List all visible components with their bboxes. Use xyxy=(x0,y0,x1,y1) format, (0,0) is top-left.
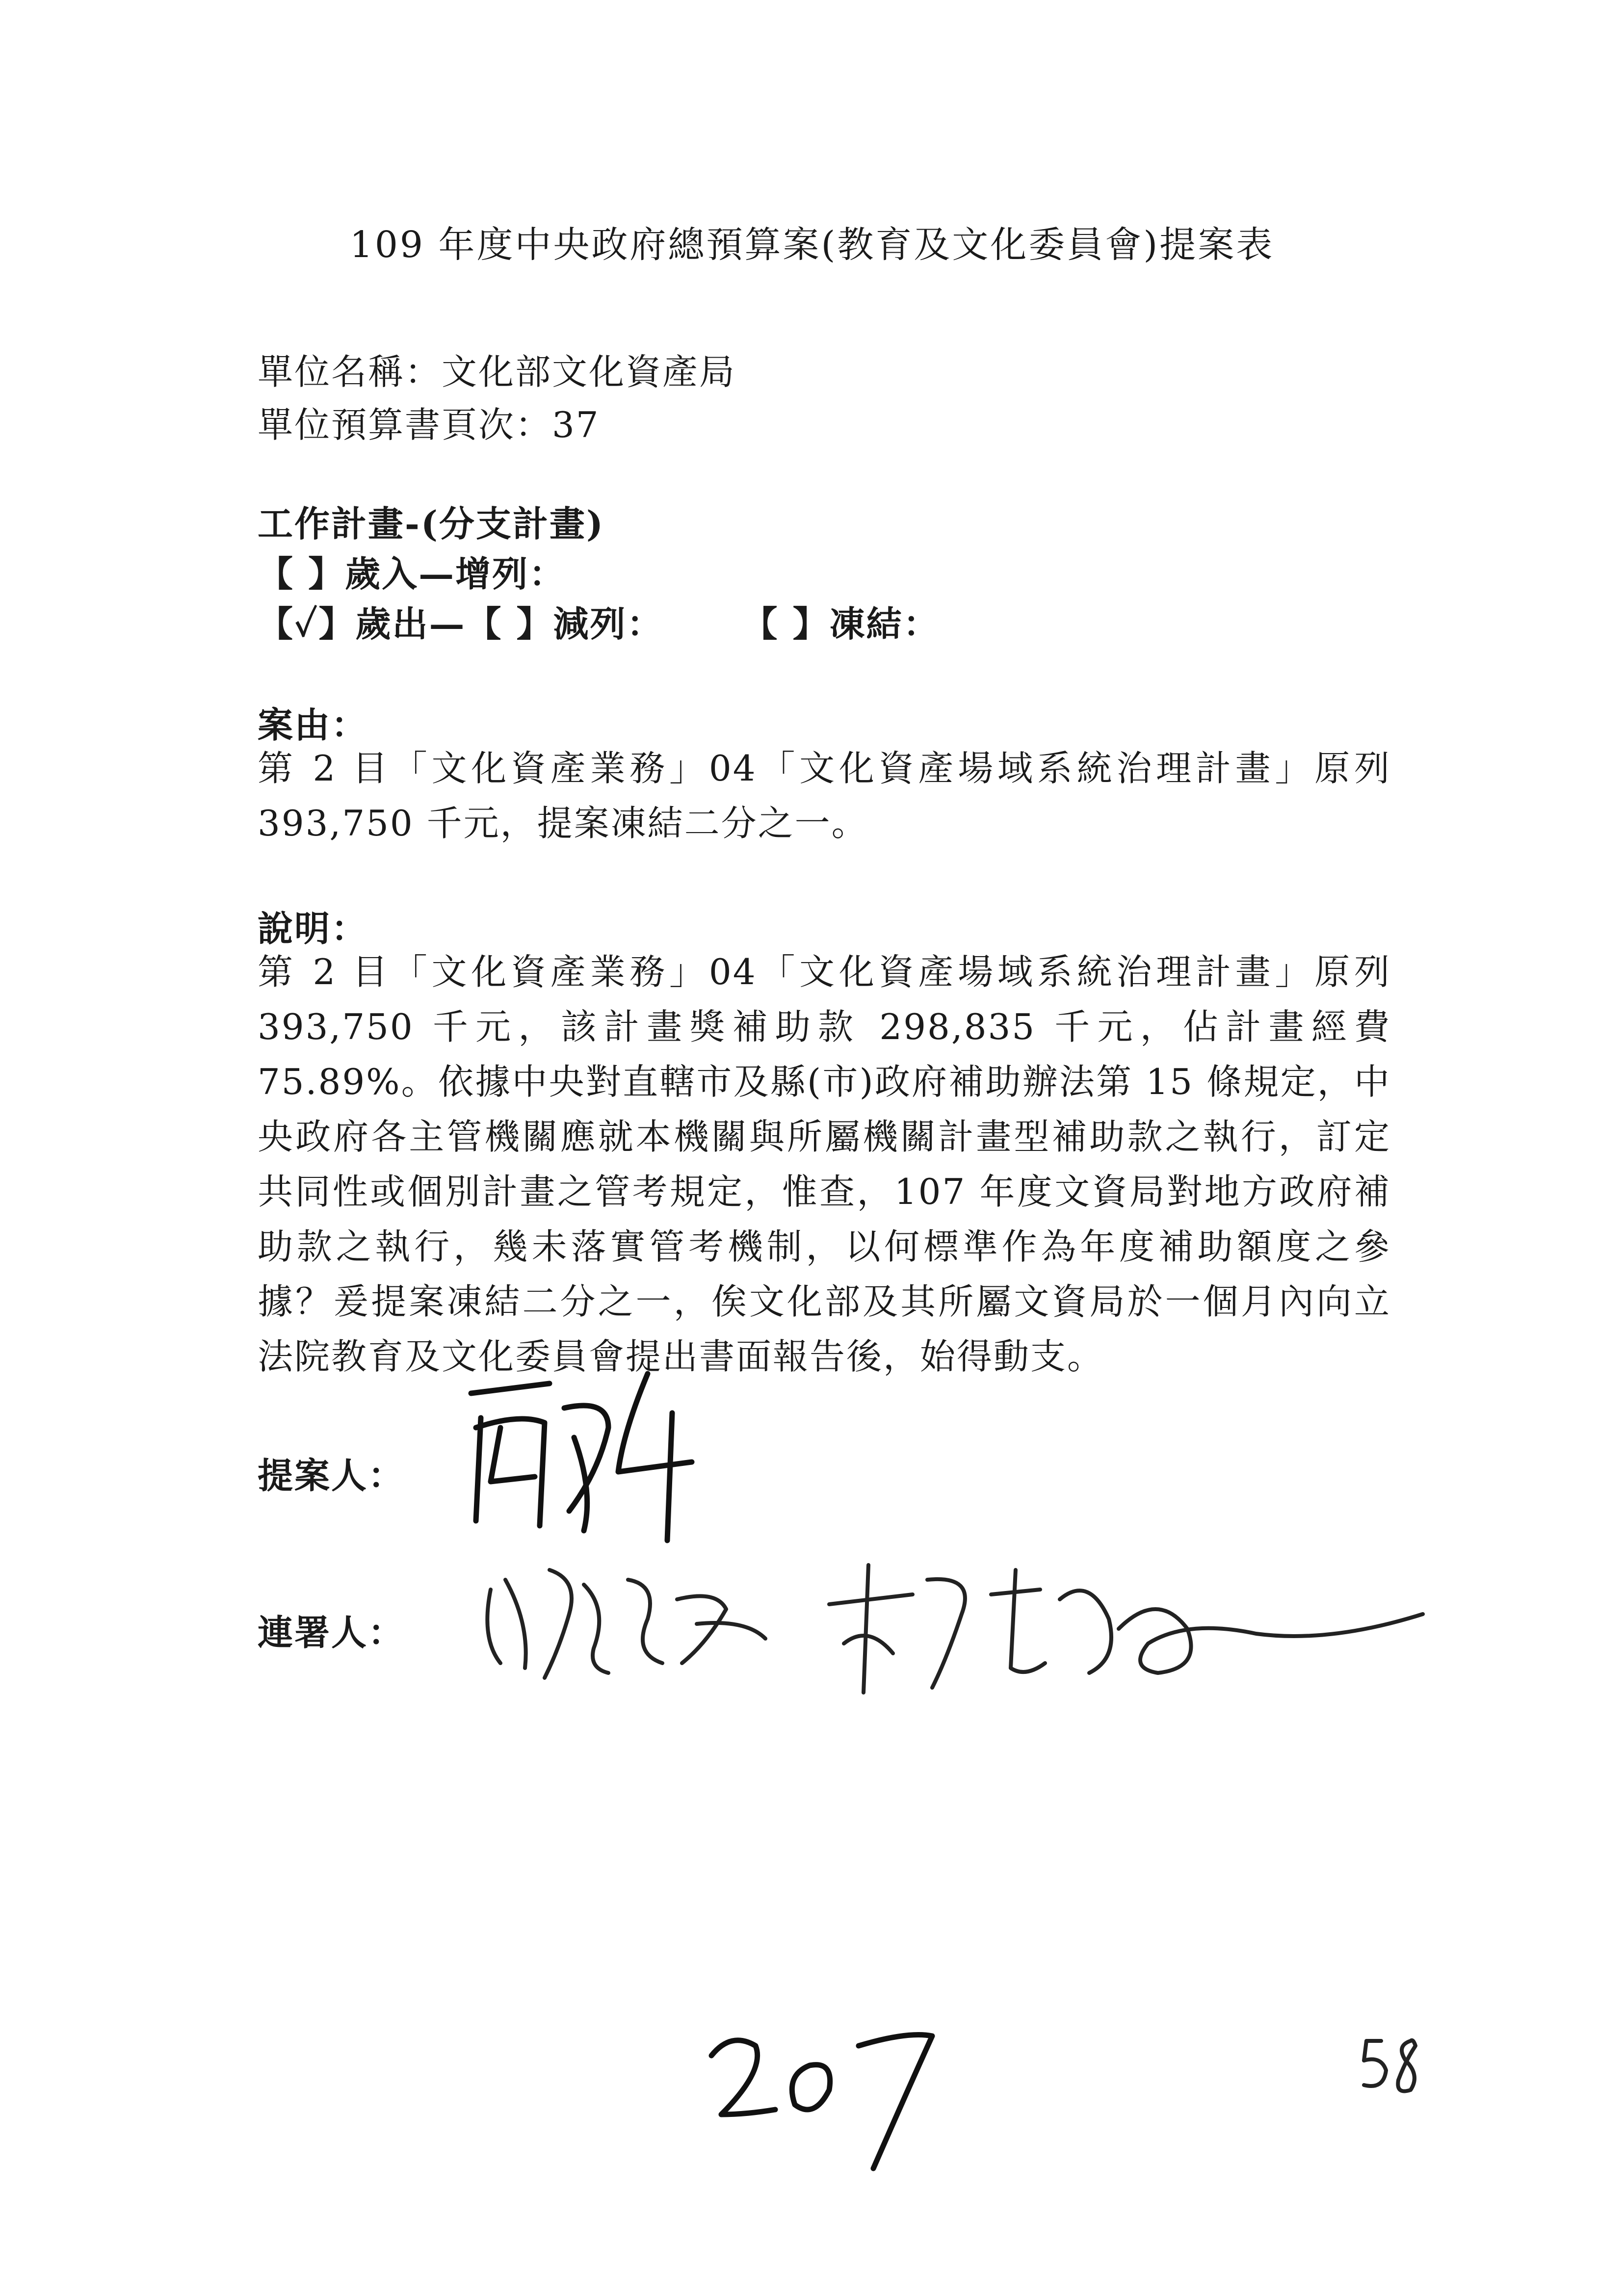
expense-line xyxy=(258,596,940,647)
cosigner-label: 連署人： xyxy=(258,1612,405,1653)
case-reason-text: 第 2 目「文化資產業務」04「文化資產場域系統治理計畫」原列 393,750 千元，提案凍結二分之一。 xyxy=(258,748,1391,844)
revenue-line: 【 】歲入—增列： xyxy=(258,553,566,595)
budget-page: 單位預算書頁次：37 xyxy=(258,404,600,445)
proposer-signature xyxy=(461,1364,716,1550)
proposer-label: 提案人： xyxy=(258,1455,405,1496)
explanation-heading: 說明： xyxy=(258,908,368,949)
cosigner-signature-1 xyxy=(471,1550,805,1707)
expense-reduce: 【✓】歲出—【 】減列： xyxy=(258,603,664,645)
explanation-text: 第 2 目「文化資產業務」04「文化資產場域系統治理計畫」原列 393,750 千元，該計畫獎補助款 298,835 千元，佔計畫經費 75.89%。依據中央對直轄市及縣(市)政府補助辦法第 15 條規定，中央政府各主管機關應就本機關與所屬機關計畫型補助款之執行，訂定共同性或個別計畫之管考規定，惟查，107 年度文資局對地方政府補助款之執行，幾未落實管考機制，以何標準作為年度補助額度之參據？爰提案凍結二分之一，俟文化部及其所屬文資局於一個月內向立法院教育及文化委員會提出書面報告後，始得動支。 xyxy=(258,951,1391,1377)
unit-name: 單位名稱：文化部文化資產局 xyxy=(258,351,736,392)
handwritten-corner-number xyxy=(1357,2031,1430,2105)
document-title: 109 年度中央政府總預算案(教育及文化委員會)提案表 xyxy=(349,224,1275,266)
handwritten-page-number xyxy=(702,2016,957,2178)
cosigner-signature-2 xyxy=(814,1545,1433,1702)
expense-freeze: 【 】凍結： xyxy=(742,603,940,645)
case-reason-heading: 案由： xyxy=(258,704,368,746)
work-plan: 工作計畫-(分支計畫) xyxy=(258,503,605,545)
